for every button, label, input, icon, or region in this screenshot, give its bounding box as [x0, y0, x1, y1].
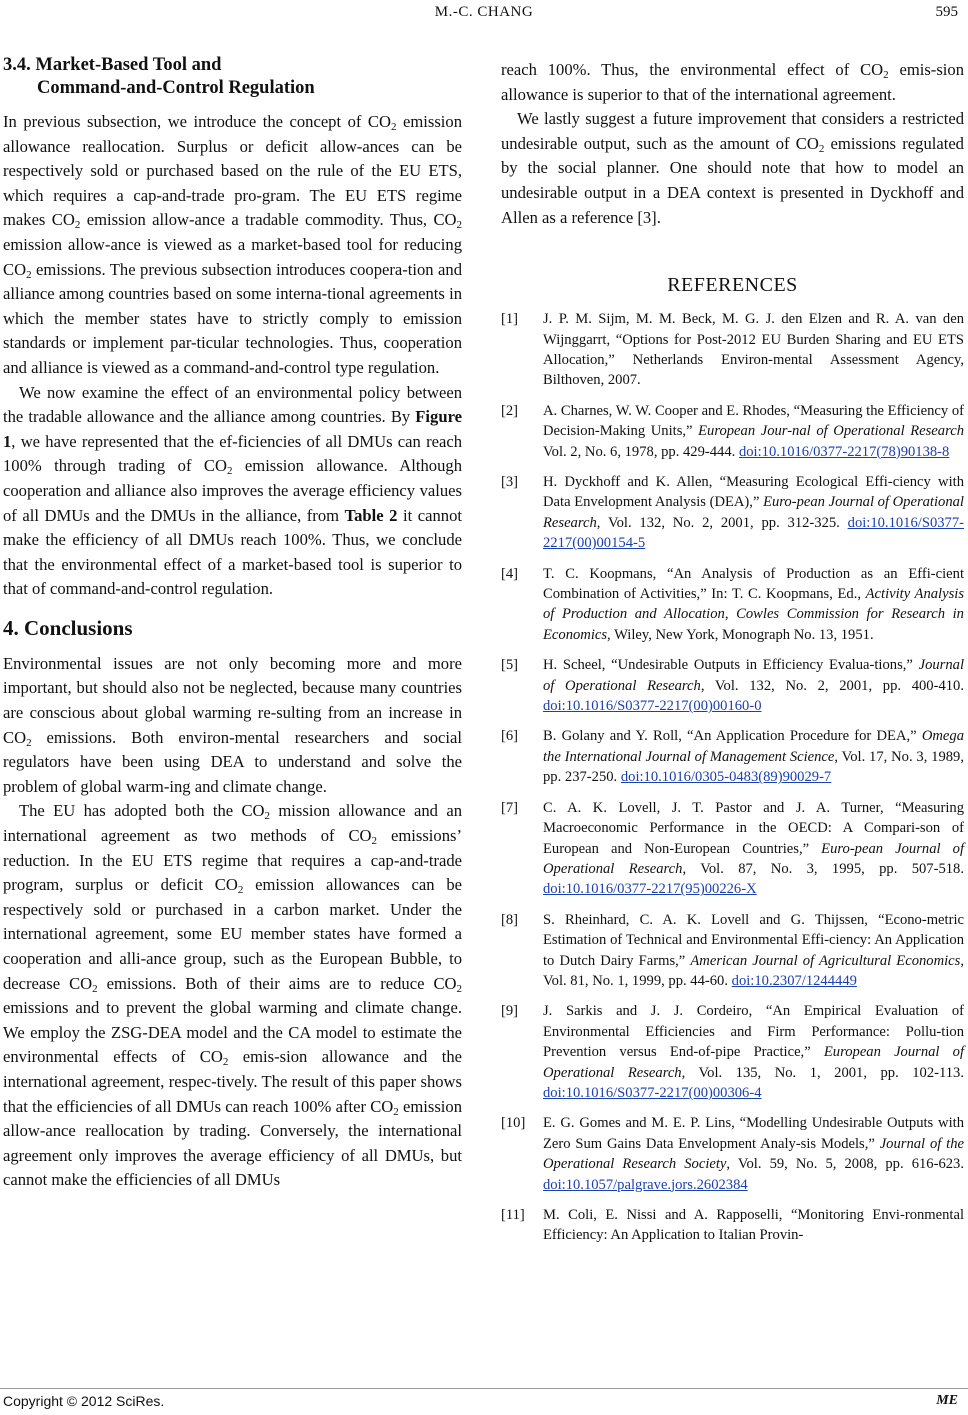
- reference-item: [3] H. Dyckhoff and K. Allen, “Measuring Ecological Effi-ciency with Data Envelopment Analysis (DEA),” Euro-pean Journal of Operational Research, Vol. 132, No. 2, 2001, pp. 312-325. doi:10.1016/S0377-2217(00)00154-5: [501, 474, 964, 552]
- reference-item: [5] H. Scheel, “Undesirable Outputs in Efficiency Evalua-tions,” Journal of Operational Research, Vol. 132, No. 2, 2001, pp. 400-410. doi:10.1016/S0377-2217(00)00160-0: [501, 657, 965, 715]
- section-4-heading: 4. Conclusions: [3, 615, 133, 640]
- figure-reference: Figure 1: [3, 407, 462, 451]
- paragraph: The EU has adopted both the $CO_2$ mission allowance and an international agreement as two methods of $CO_2$ emissions’ reduction. In the EU ETS regime that requires a cap-and-trade program, surplus or deficit $CO_2$ emission allowances can be respectively sold or purchased in a carbon market. Under the international agreement, some EU member states have formed a cooperation and alli-ance group, such as the European Bubble, to decrease $CO_2$ emissions. Both of their aims are to reduce $CO_2$ emissions and to prevent the global warming and climate change. We employ the ZSG-DEA model and the CA model to estimate the environmental effects of $CO_2$ emis-sion allowance and the international agreement, respec-tively. The result of this paper shows that the efficiencies of all DMUs can reach 100% after $CO_2$ emission allow-ance reallocation by trading. Conversely, the international agreement only improves the average efficiency of all DMUs, but cannot make the efficiencies of all DMUs: [3, 801, 462, 1190]
- paragraph: reach 100%. Thus, the environmental effect of $CO_2$ emis-sion allowance is superior to that of the international agreement.: [501, 60, 964, 104]
- doi-link[interactable]: doi:10.1016/0377-2217(78)90138-8: [738, 443, 950, 460]
- table-reference: Table 2: [344, 505, 398, 525]
- section-3-4-heading-line1: 3.4. Market-Based Tool and: [3, 55, 222, 75]
- reference-item: [7] C. A. K. Lovell, J. T. Pastor and J. A. Turner, “Measuring Macroeconomic Performance in the OECD: A Compari-son of European and Non-European Countries,” Euro-pean Journal of Operational Research, Vol. 87, No. 3, 1995, pp. 507-518. doi:10.1016/0377-2217(95)00226-X: [501, 799, 964, 898]
- paragraph: In previous subsection, we introduce the concept of $CO_2$ emission allowance reallocation. Surplus or deficit allow-ances can be respectively sold or purchased based on the rule of the EU ETS, which requires a cap-and-trade pro-gram. The EU ETS regime makes $CO_2$ emission allow-ance a tradable commodity. Thus, $CO_2$ emission allow-ance is viewed as a market-based tool for reducing $CO_2$ emissions. The previous subsection introduces coopera-tion and alliance among countries based on some interna-tional agreements in which the member states have to strictly comply to emission standards or implement par-ticular technologies. Thus, cooperation and alliance is viewed as a command-and-control type regulation.: [3, 112, 463, 377]
- running-head-author: M.-C. CHANG: [434, 4, 534, 20]
- reference-item: [11] M. Coli, E. Nissi and A. Rapposelli, “Monitoring Envi-ronmental Efficiency: An Application to Italian Provin-: [501, 1207, 964, 1244]
- reference-item: [1] J. P. M. Sijm, M. M. Beck, M. G. J. den Elzen and R. A. van den Wijnggarrt, “Options for Post-2012 EU Burden Sharing and EU ETS Allocation,” Netherlands Environ-mental Assessment Agency, Bilthoven, 2007.: [501, 311, 964, 389]
- doi-link[interactable]: doi:10.1016/S0377-2217(00)00154-5: [543, 514, 964, 552]
- paragraph: Environmental issues are not only becoming more and more important, but should also not be neglected, because many countries are conscious about global warming re-sulting from an increase in $CO_2$ emissions. Both environ-mental researchers and social regulators have been using DEA to understand and solve the problem of global warm-ing and climate change.: [3, 653, 462, 796]
- doi-link[interactable]: doi:10.1016/S0377-2217(00)00160-0: [543, 698, 762, 715]
- reference-item: [9] J. Sarkis and J. J. Cordeiro, “An Empirical Evaluation of Environmental Efficiencies and Firm Performance: Pollu-tion Prevention versus End-of-pipe Practice,” European Journal of Operational Research, Vol. 135, No. 1, 2001, pp. 102-113. doi:10.1016/S0377-2217(00)00306-4: [501, 1003, 964, 1101]
- reference-item: [6] B. Golany and Y. Roll, “An Application Procedure for DEA,” Omega the International Journal of Management Science, Vol. 17, No. 3, 1989, pp. 237-250. doi:10.1016/0305-0483(89)90029-7: [501, 728, 964, 786]
- doi-link[interactable]: doi:10.1016/S0377-2217(00)00306-4: [543, 1084, 762, 1101]
- reference-item: [2] A. Charnes, W. W. Cooper and E. Rhodes, “Measuring the Efficiency of Decision-Making Units,” European Jour-nal of Operational Research Vol. 2, No. 6, 1978, pp. 429-444. doi:10.1016/0377-2217(78)90138-8: [501, 402, 964, 460]
- page-number: 595: [935, 4, 958, 20]
- doi-link[interactable]: doi:10.1016/0305-0483(89)90029-7: [620, 769, 832, 786]
- page-footer: [0, 1388, 968, 1413]
- left-column: [3, 54, 462, 1193]
- reference-item: [4] T. C. Koopmans, “An Analysis of Production as an Effi-cient Combination of Activities,” In: T. C. Koopmans, Ed., Activity Analysis of Production and Allocation, Cowles Commission for Research in Economics, Wiley, New York, Monograph No. 13, 1951.: [501, 565, 965, 643]
- references-heading: REFERENCES: [667, 274, 798, 297]
- reference-item: [8] S. Rheinhard, C. A. K. Lovell and G. Thijssen, “Econo-metric Estimation of Technical and Environmental Effi-ciency: An Application to Dutch Dairy Farms,” American Journal of Agricultural Economics, Vol. 81, No. 1, 1999, pp. 44-60. doi:10.2307/1244449: [501, 911, 964, 989]
- doi-link[interactable]: doi:10.1016/0377-2217(95)00226-X: [543, 881, 757, 898]
- doi-link[interactable]: doi:10.1057/palgrave.jors.2602384: [543, 1176, 748, 1193]
- paragraph: We now examine the effect of an environmental policy between the tradable allowance and the alliance among countries. By Figure 1, we have represented that the ef-ficiencies of all DMUs can reach 100% through trading of $CO_2$ emission allowance. Although cooperation and alliance also improves the average efficiency values of all DMUs and the DMUs in the alliance, from Table 2 it cannot make the efficiency of all DMUs reach 100%. Thus, we conclude that the environmental effect of a market-based tool is superior to that of command-and-control regulation.: [3, 382, 463, 599]
- reference-item: [10] E. G. Gomes and M. E. P. Lins, “Modelling Undesirable Outputs with Zero Sum Gains Data Envelopment Analy-sis Models,” Journal of the Operational Research Society, Vol. 59, No. 5, 2008, pp. 616-623. doi:10.1057/palgrave.jors.2602384: [501, 1115, 964, 1193]
- paragraph: We lastly suggest a future improvement that considers a restricted undesirable output, such as the amount of $CO_2$ emissions regulated by the social planner. One should note that how to model an undesirable output in a DEA context is presented in Dyckhoff and Allen as a reference [3].: [501, 109, 964, 227]
- copyright-notice: Copyright © 2012 SciRes.: [3, 1393, 165, 1409]
- journal-abbreviation: ME: [936, 1393, 958, 1408]
- section-3-4-heading: [3, 54, 462, 100]
- doi-link[interactable]: doi:10.2307/1244449: [731, 972, 857, 989]
- page-header: [0, 0, 968, 26]
- section-3-4-heading-line2: Command-and-Control Regulation: [37, 78, 315, 98]
- right-column: [501, 58, 964, 1256]
